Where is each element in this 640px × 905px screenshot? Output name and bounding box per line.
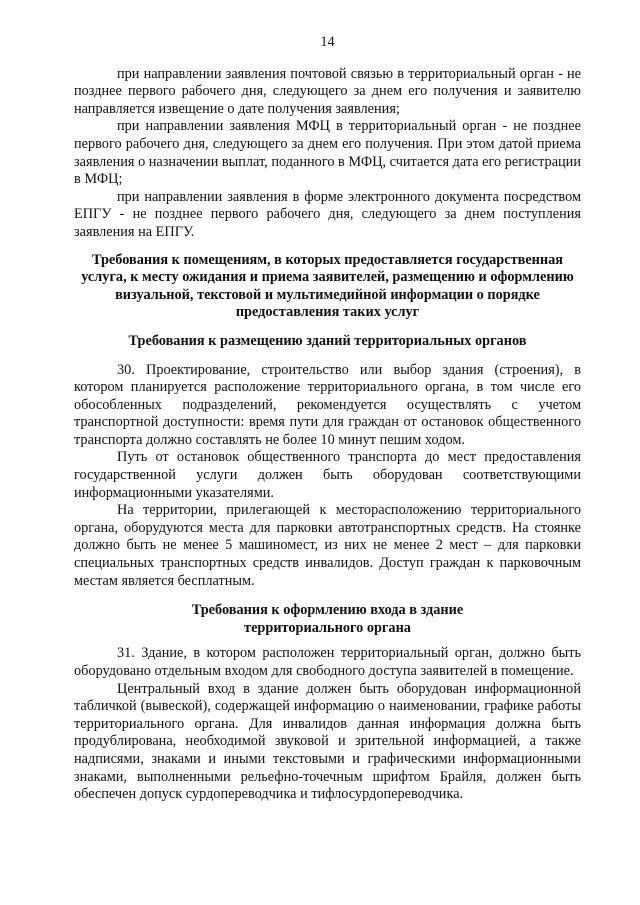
paragraph-31-entrance: 31. Здание, в котором расположен территориальный орган, должно быть оборудовано отдельным входом для свободного доступа заявителей в помещение. bbox=[74, 645, 581, 679]
subsection-heading-entrance bbox=[74, 602, 581, 637]
paragraph-31-signage: Центральный вход в здание должен быть оборудован информационной табличкой (вывеской), содержащей информацию о наименовании, графике работы территориального органа. Для инвалидов данная информация должна быть продублирована, необходимой звуковой и зрительной информацией, а также надписями, знаками и иными текстовыми и графическими информационными знаками, выполненными рельефно-точечным шрифтом Брайля, должен быть обеспечен допуск сурдопереводчика и тифлосурдопереводчика. bbox=[74, 680, 581, 803]
page-number: 14 bbox=[320, 34, 335, 50]
section-heading-premises: Требования к помещениям, в которых предоставляется государственная услуга, к месту ожидания и приема заявителей, размещению и оформлению визуальной, текстовой и мультимедийной информации о порядке предоставления таких услуг bbox=[81, 251, 574, 321]
paragraph-postal: при направлении заявления почтовой связью в территориальный орган - не позднее первого рабочего дня, следующего за днем его получения и заявителю направляется извещение о дате получения заявления; bbox=[74, 65, 581, 117]
paragraph-epgu: при направлении заявления в форме электронного документа посредством ЕПГУ - не позднее первого рабочего дня, следующего за днем поступления заявления на ЕПГУ. bbox=[74, 188, 581, 240]
heading-entrance-line-2: территориального органа bbox=[244, 619, 411, 636]
paragraph-mfc: при направлении заявления МФЦ в территориальный орган - не позднее первого рабочего дня, следующего за днем его получения. При этом датой приема заявления о назначении выплат, поданного в МФЦ, считается дата его регистрации в МФЦ; bbox=[74, 118, 581, 188]
subsection-heading-buildings: Требования к размещению зданий территориальных органов bbox=[128, 332, 527, 349]
paragraph-30-parking: На территории, прилегающей к месторасположению территориального органа, оборудуются места для парковки автотранспортных средств. На стоянке должно быть не менее 5 машиномест, из них не менее 2 мест – для парковки специальных транспортных средств инвалидов. Доступ граждан к парковочным местам является бесплатным. bbox=[74, 502, 581, 589]
paragraph-30-path: Путь от остановок общественного транспорта до мест предоставления государственной услуги должен быть оборудован соответствующими информационными указателями. bbox=[74, 449, 581, 501]
heading-entrance-line-1: Требования к оформлению входа в здание bbox=[191, 602, 464, 619]
paragraph-30-location: 30. Проектирование, строительство или выбор здания (строения), в котором планируется расположение территориального органа, в том числе его обособленных подразделений, рекомендуется осуществлять с учетом транспортной доступности: время пути для граждан от остановок общественного транспорта должно составлять не более 10 минут пешим ходом. bbox=[74, 361, 581, 448]
